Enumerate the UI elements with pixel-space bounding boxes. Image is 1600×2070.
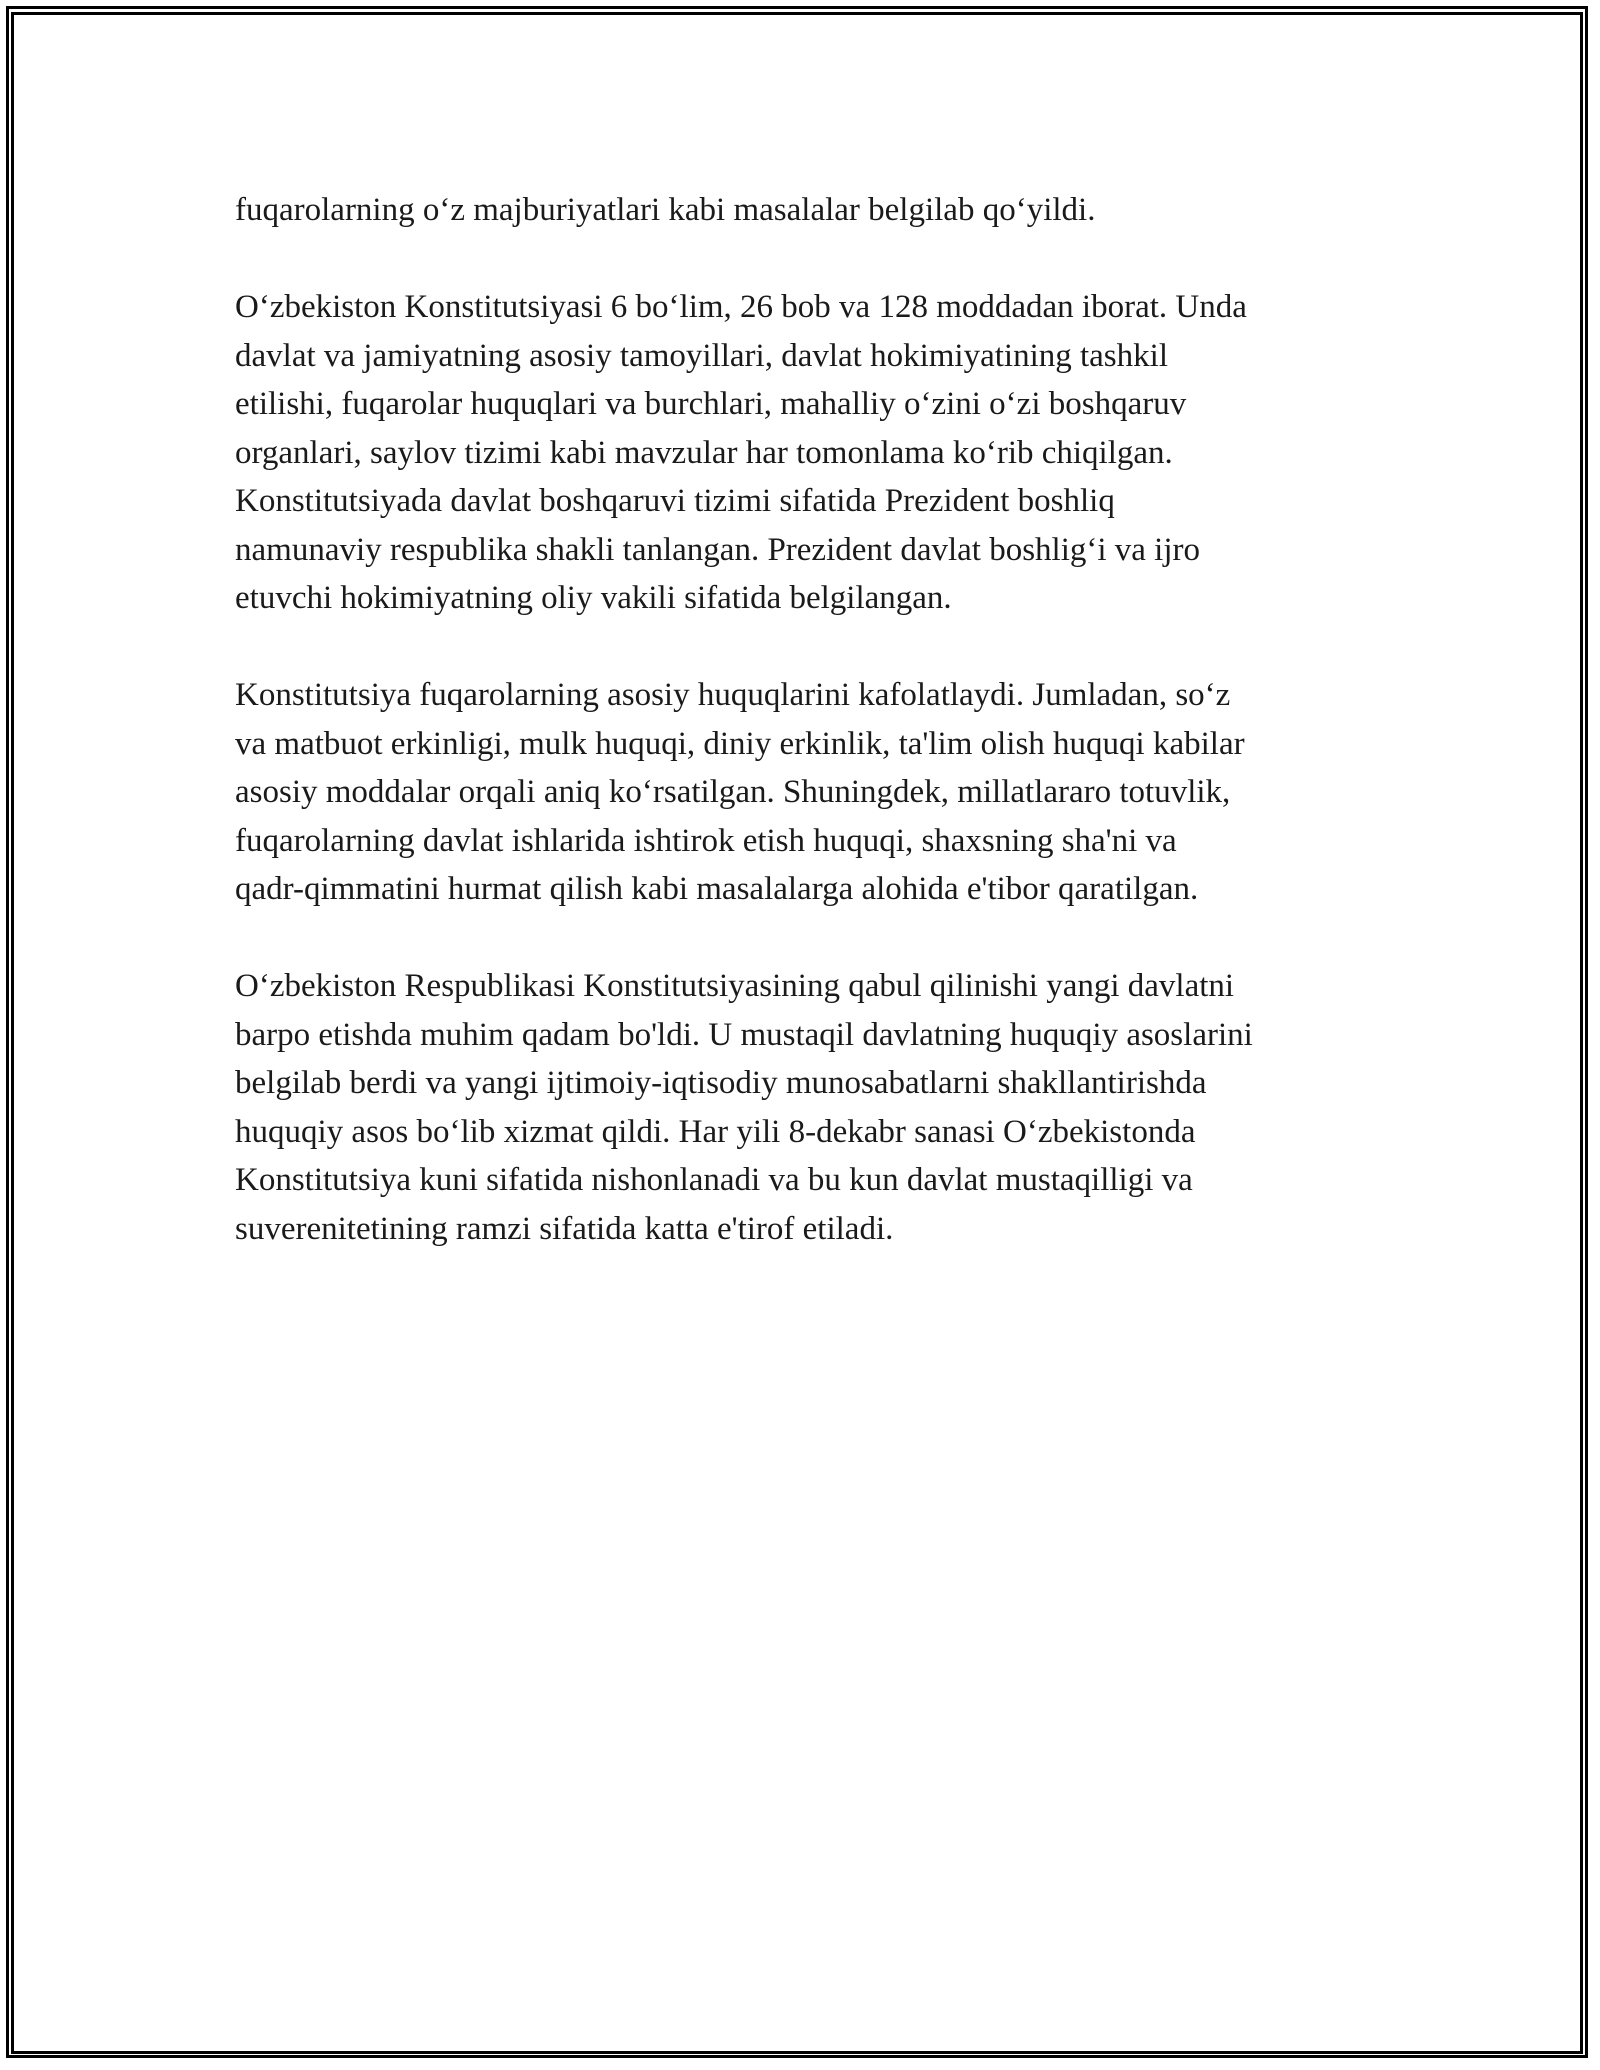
text-line: davlat va jamiyatning asosiy tamoyillari, davlat hokimiyatining tashkil [235, 337, 1168, 374]
text-line: O‘zbekiston Konstitutsiyasi 6 bo‘lim, 26 bob va 128 moddadan iborat. Unda [235, 289, 1247, 325]
text-line: etilishi, fuqarolar huquqlari va burchlari, mahalliy o‘zini o‘zi boshqaruv [235, 386, 1187, 422]
paragraph-2 [235, 283, 1385, 623]
text-line: fuqarolarning davlat ishlarida ishtirok etish huquqi, shaxsning sha'ni va [235, 822, 1177, 859]
text-line: barpo etishda muhim qadam bo'ldi. U mustaqil davlatning huquqiy asoslarini [235, 1016, 1253, 1053]
text-line: etuvchi hokimiyatning oliy vakili sifatida belgilangan. [235, 580, 952, 616]
text-line: qadr-qimmatini hurmat qilish kabi masalalarga alohida e'tibor qaratilgan. [235, 871, 1199, 907]
text-line: fuqarolarning o‘z majburiyatlari kabi masalalar belgilab qo‘yildi. [235, 192, 1096, 228]
text-line: organlari, saylov tizimi kabi mavzular har tomonlama ko‘rib chiqilgan. [235, 434, 1173, 471]
text-line: Konstitutsiyada davlat boshqaruvi tizimi sifatida Prezident boshliq [235, 483, 1115, 519]
text-line: Konstitutsiya fuqarolarning asosiy huquqlarini kafolatlaydi. Jumladan, so‘z [235, 677, 1231, 713]
text-line: asosiy moddalar orqali aniq ko‘rsatilgan. Shuningdek, millatlararo totuvlik, [235, 774, 1231, 810]
text-line: namunaviy respublika shakli tanlangan. Prezident davlat boshlig‘i va ijro [235, 531, 1201, 568]
text-line: va matbuot erkinligi, mulk huquqi, diniy erkinlik, ta'lim olish huquqi kabilar [235, 725, 1245, 762]
paragraph-3 [235, 671, 1385, 914]
text-line: Konstitutsiya kuni sifatida nishonlanadi va bu kun davlat mustaqilligi va [235, 1162, 1193, 1198]
text-line: huquqiy asos bo‘lib xizmat qildi. Har yili 8-dekabr sanasi O‘zbekistonda [235, 1113, 1196, 1150]
document-body [235, 186, 1385, 1302]
text-line: suverenitetining ramzi sifatida katta e'tirof etiladi. [235, 1210, 894, 1247]
paragraph-4 [235, 962, 1385, 1253]
text-line: O‘zbekiston Respublikasi Konstitutsiyasining qabul qilinishi yangi davlatni [235, 968, 1235, 1004]
text-line: belgilab berdi va yangi ijtimoiy-iqtisodiy munosabatlarni shakllantirishda [235, 1065, 1207, 1101]
paragraph-1 [235, 186, 1385, 235]
